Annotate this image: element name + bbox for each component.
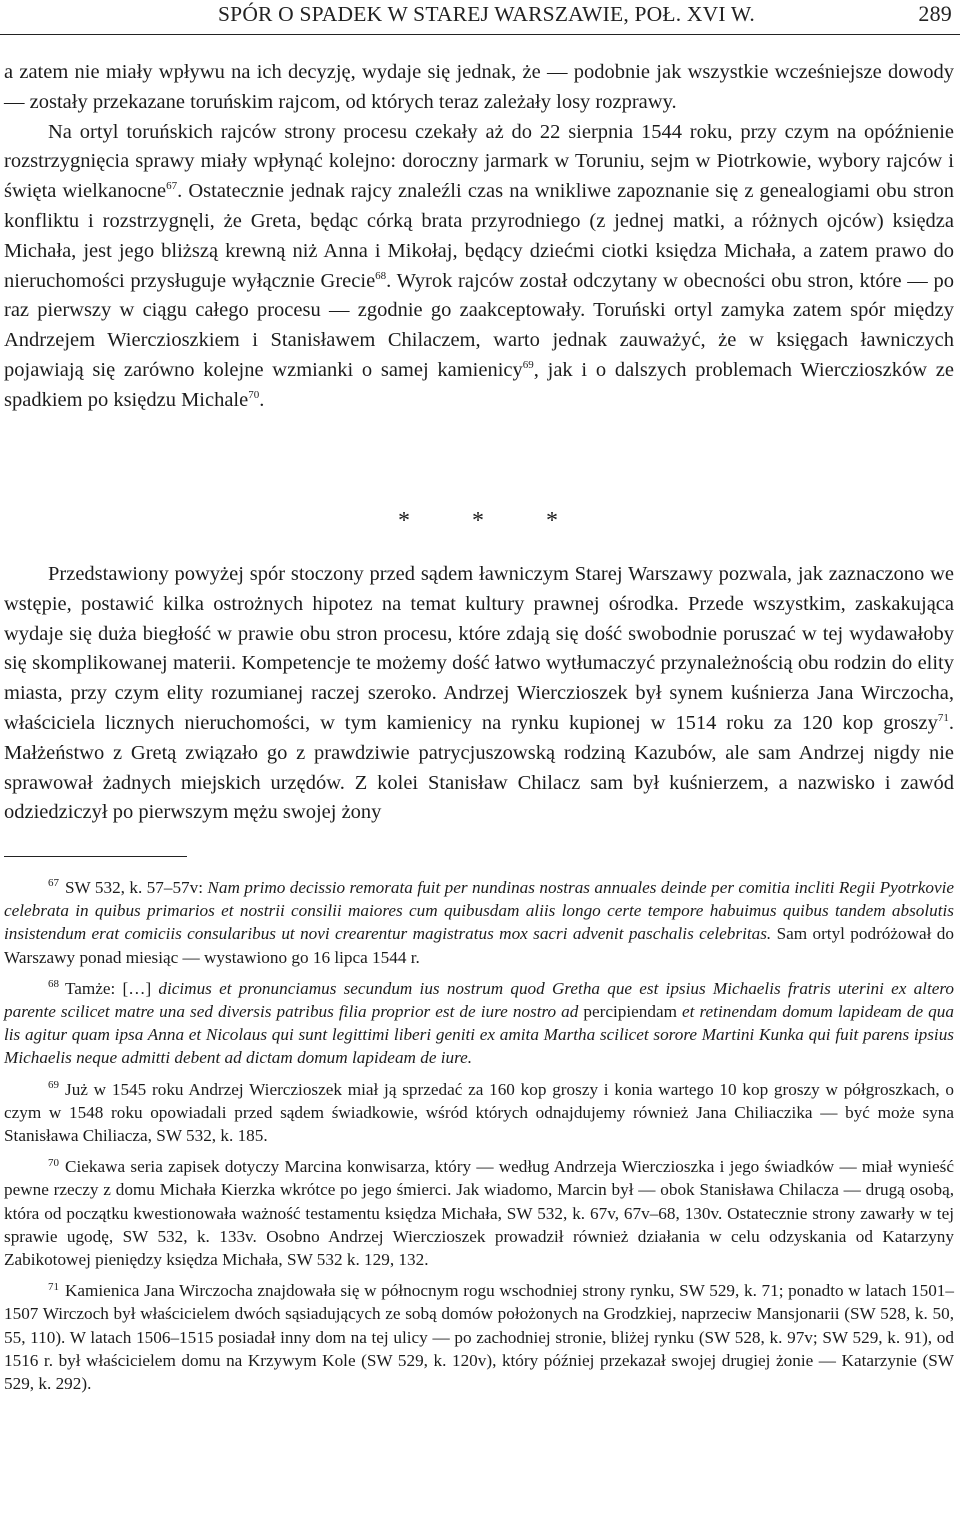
footnote-69: [4, 1078, 954, 1148]
paragraph-text: . Wyrok rajców został odczytany w obecności obu stron, które — po raz pierwszy w ciągu całego procesu — zgodnie go zaakceptowały. Toruński ortyl zamyka zatem spór między Andrzejem Wierczioszkiem i Stanisławem Chilaczem, warto jednak zauważyć, że w księgach ławniczych pojawiają się zarówno kolejne wzmianki o samej kamienicy: [4, 269, 954, 381]
footnote-text: Sam ortyl podróżował do Warszawy ponad miesiąc — wystawiono go 16 lipca 1544 r.: [4, 924, 954, 967]
footnote-text: SW 532, k. 57–57v:: [65, 878, 208, 897]
footnote-ref[interactable]: 68: [375, 269, 387, 282]
paragraph-text: . Ostatecznie jednak rajcy znaleźli czas na wnikliwe zapoznanie się z genealogiami obu stron konfliktu i rozstrzygnęli, że Greta, będąc córką brata przyrodniego (z jednej matki, a różnych ojców) księdza Michała, jest jego bliższą krewną niż Anna i Mikołaj, będący dziećmi ciotki księdza Michała, a zatem prawo do nieruchomości przysługuje wyłącznie Grecie: [4, 180, 954, 292]
footnote-71: [4, 1279, 954, 1395]
footnote-number: 68: [48, 978, 59, 991]
footnote-latin-quote: et retinendam domum lapideam de qua lis agitur quam ipsa Anna et Nicolaus qui sunt legittimi liberi geniti ex amita Martha scilicet sorore Martini Kunka qui fuit parens ipsius Michaelis neque admitti debent ad dictam domum lapideam de iure.: [4, 1002, 954, 1068]
paragraph-text: , jak i o dalszych problemach Wierczioszków ze spadkiem po księdzu Michale: [4, 358, 954, 411]
paragraph-text: . Małżeństwo z Gretą związało go z prawdziwie patrycjuszowską rodziną Kazubów, ale sam Andrzej nigdy nie sprawował żadnych miejskich urzędów. Z kolei Stanisław Chilacz sam był kuśnierzem, a nazwisko i zawód odziedziczył po pierwszym mężu swojej żony: [4, 711, 954, 824]
footnote-text: Już w 1545 roku Andrzej Wierczioszek miał ją sprzedać za 160 kop groszy i konia wartego 10 kop groszy w półgroszkach, o czym w 1548 roku opowiadali przed sądem świadkowie, wśród których odnajdujemy również Jana Chiliaczika — być może syna Stanisława Chiliacza, SW 532, k. 185.: [4, 1079, 954, 1146]
footnote-text: Kamienica Jana Wirczocha znajdowała się w północnym rogu wschodniej strony rynku, SW 529, k. 71; ponadto w latach 1501–1507 Wirczoch był właścicielem dwóch sąsiadujących ze sobą domów położonych na Grodzkiej, naprzeciw Mansjonarii (SW 528, k. 50, 55, 110). W latach 1506–1515 posiadał inny dom na tej ulicy — po zachodniej stronie, bliżej rynku (SW 528, k. 97v; SW 529, k. 91), od 1516 r. był właścicielem domu na Krzywym Kole (SW 529, k. 120v), który później przekazał swojej drugiej żonie — Katarzynie (SW 529, k. 292).: [4, 1281, 954, 1394]
main-text-upper: [4, 58, 954, 416]
running-title: SPÓR O SPADEK W STAREJ WARSZAWIE, POŁ. XVI W.: [218, 2, 755, 26]
paragraph-text: a zatem nie miały wpływu na ich decyzję, wydaje się jednak, że — podobnie jak wszystkie wcześniejsze dowody — zostały przekazane toruńskim rajcom, od których teraz zależały losy rozprawy.: [4, 61, 954, 113]
running-header: [0, 0, 960, 34]
footnote-latin-quote: dicimus et pronunciamus secundum ius nostrum quod Gretha que est ipsius Michaelis fratris uterini ex altero parente scilicet matre una sed diversis patribus filia proprior est de iure nostro ad: [4, 978, 954, 1022]
main-text-lower: [4, 560, 954, 828]
footnote-latin-quote: Nam primo decissio remorata fuit per nundinas nostras annuales deinde per comitia incliti Regii Pyotrkovie celebrata in quibus primarios et nostrii consilii maiores cum quibusdam aliis longo certe tempore habuimus quibus tandem absolutis insistendum erat comiciis consularibus ut novi crearentur magistratus mox sacri advenit paschalis celebritas.: [4, 878, 955, 944]
footnote-70: [4, 1155, 954, 1271]
footnotes: [4, 876, 954, 1403]
footnote-ref[interactable]: 67: [166, 180, 178, 193]
paragraph-continued: [4, 58, 954, 118]
header-rule: [0, 34, 960, 35]
paragraph-verdict: [4, 118, 954, 416]
footnote-number: 69: [48, 1078, 59, 1091]
paragraph-conclusion: [4, 560, 954, 828]
footnote-ref[interactable]: 69: [522, 359, 534, 372]
footnote-rule: [4, 856, 187, 857]
paragraph-text: .: [259, 388, 265, 411]
footnote-text: percipiendam: [578, 1002, 683, 1022]
footnote-67: [4, 876, 954, 969]
footnote-number: 71: [48, 1280, 59, 1293]
footnote-ref[interactable]: 70: [248, 388, 260, 401]
footnote-text: Ciekawa seria zapisek dotyczy Marcina konwisarza, który — według Andrzeja Wierczioszka i jego świadków — miał wynieść pewne rzeczy z domu Michała Kierzka wkrótce po jego śmierci. Jak wiadomo, Marcin był — obok Stanisława Chilacza — drugą osobą, która od początku kwestionowała ważność testamentu księdza Michała, SW 532, k. 67v, 67v–68, 130v. Ostatecznie strony zawarły w tej sprawie ugodę, SW 532, k. 133v. Osobno Andrzej Wierczioszek prowadził również działania w celu odzyskania od Katarzyny Zabikotowej pieniędzy księdza Michała, SW 532 k. 129, 132.: [4, 1157, 954, 1270]
footnote-ref[interactable]: 71: [937, 712, 949, 725]
footnote-68: [4, 977, 954, 1070]
paragraph-text: Przedstawiony powyżej spór stoczony przed sądem ławniczym Starej Warszawy pozwala, jak zaznaczono we wstępie, postawić kilka ostrożnych hipotez na temat kultury prawnej ośrodka. Przede wszystkim, zaskakująca wydaje się duża biegłość w prawie obu stron procesu, które zdają się dość swobodnie poruszać w tej wydawałoby się skomplikowanej materii. Kompetencje te możemy dość łatwo wytłumaczyć przynależnością obu rodzin do elity miasta, przy czym elity rozumianej raczej szeroko. Andrzej Wierczioszek był synem kuśnierza Jana Wirczocha, właściciela licznych nieruchomości, w tym kamienicy na rynku kupionej w 1514 roku za 120 kop groszy: [4, 563, 954, 734]
footnote-text: Tamże: […]: [65, 978, 159, 998]
paragraph-text: Na ortyl toruńskich rajców strony procesu czekały aż do 22 sierpnia 1544 roku, przy czym na opóźnienie rozstrzygnięcia sprawy miały wpłynąć kolejno: doroczny jarmark w Toruniu, sejm w Piotrkowie, wybory rajców i święta wielkanocne: [4, 120, 954, 203]
section-separator: * * *: [398, 508, 586, 534]
footnote-number: 70: [48, 1156, 59, 1169]
footnote-number: 67: [48, 877, 59, 890]
page-number: 289: [918, 1, 952, 26]
